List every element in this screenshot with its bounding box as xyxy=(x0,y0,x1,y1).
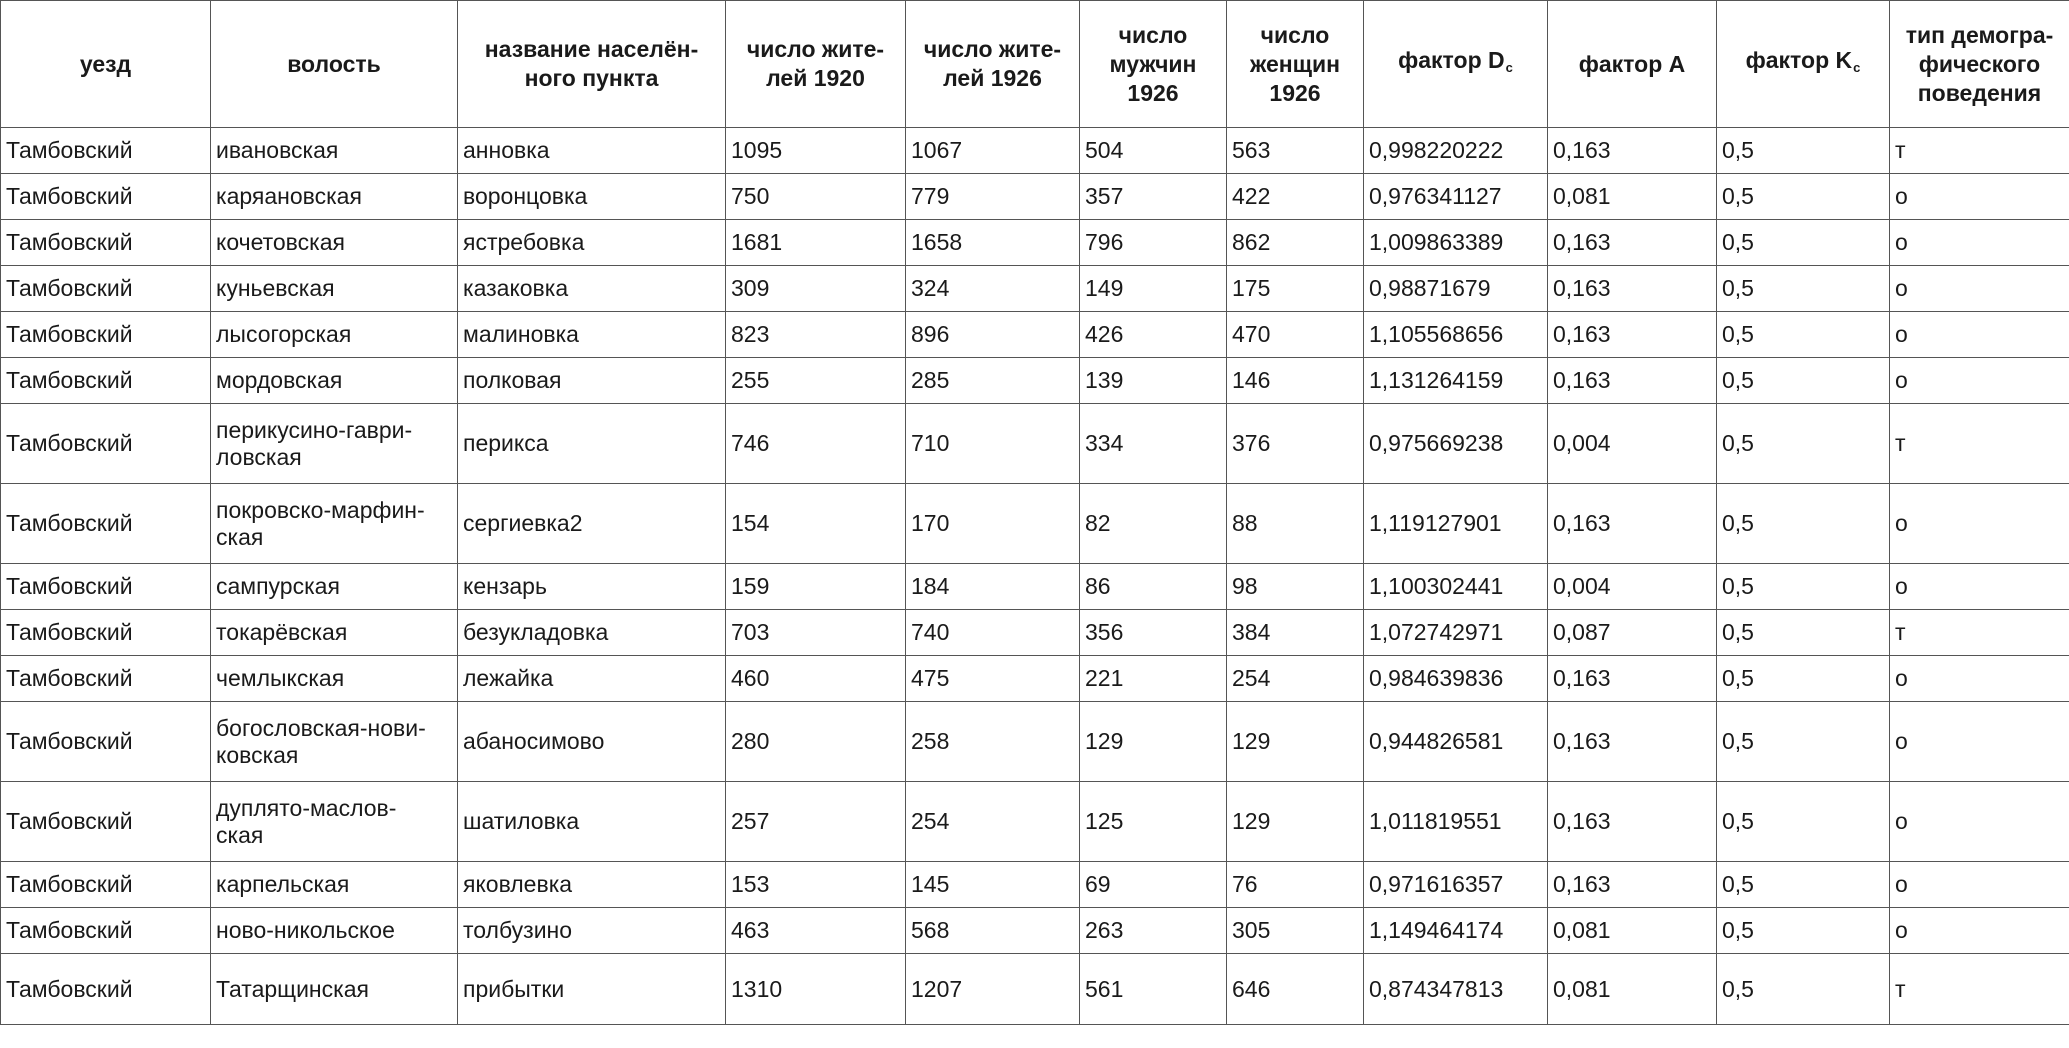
cell-uezd: Тамбовский xyxy=(1,610,211,656)
cell-factor-a: 0,163 xyxy=(1548,128,1717,174)
cell-uezd: Тамбовский xyxy=(1,266,211,312)
header-text-line: фактор A xyxy=(1578,50,1686,77)
cell-factor-dc: 1,149464174 xyxy=(1364,908,1548,954)
table-row xyxy=(1,564,2069,610)
cell-uezd: Тамбовский xyxy=(1,220,211,266)
cell-women-1926: 384 xyxy=(1227,610,1364,656)
cell-uezd: Тамбовский xyxy=(1,484,211,564)
cell-population-1926: 254 xyxy=(906,782,1080,862)
cell-population-1926: 779 xyxy=(906,174,1080,220)
cell-population-1920: 309 xyxy=(726,266,906,312)
cell-population-1926: 568 xyxy=(906,908,1080,954)
cell-uezd: Тамбовский xyxy=(1,908,211,954)
header-text-line: 1926 xyxy=(1127,79,1179,106)
table-row xyxy=(1,954,2069,1025)
cell-factor-a: 0,081 xyxy=(1548,908,1717,954)
cell-settlement: полковая xyxy=(458,358,726,404)
cell-women-1926: 88 xyxy=(1227,484,1364,564)
cell-factor-a: 0,163 xyxy=(1548,782,1717,862)
cell-population-1926: 258 xyxy=(906,702,1080,782)
cell-factor-kc: 0,5 xyxy=(1717,484,1890,564)
cell-population-1920: 460 xyxy=(726,656,906,702)
cell-women-1926: 376 xyxy=(1227,404,1364,484)
cell-factor-a: 0,163 xyxy=(1548,484,1717,564)
cell-settlement: лежайка xyxy=(458,656,726,702)
cell-volost xyxy=(211,862,458,908)
table-row xyxy=(1,266,2069,312)
cell-demographic-type: о xyxy=(1890,862,2069,908)
table-row xyxy=(1,862,2069,908)
header-text-line: число xyxy=(1260,21,1330,48)
cell-uezd: Тамбовский xyxy=(1,404,211,484)
cell-volost xyxy=(211,266,458,312)
cell-uezd: Тамбовский xyxy=(1,564,211,610)
header-text-line: число жите- xyxy=(923,36,1062,62)
cell-population-1926: 170 xyxy=(906,484,1080,564)
cell-women-1926: 305 xyxy=(1227,908,1364,954)
cell-volost xyxy=(211,404,458,484)
cell-men-1926: 356 xyxy=(1080,610,1227,656)
cell-women-1926: 129 xyxy=(1227,702,1364,782)
cell-text-line: Татарщинская xyxy=(216,975,369,1002)
cell-population-1920: 746 xyxy=(726,404,906,484)
cell-volost xyxy=(211,220,458,266)
cell-factor-a: 0,163 xyxy=(1548,358,1717,404)
cell-factor-a: 0,087 xyxy=(1548,610,1717,656)
header-factor-kc xyxy=(1717,1,1890,128)
cell-demographic-type: о xyxy=(1890,782,2069,862)
table-row xyxy=(1,174,2069,220)
cell-uezd: Тамбовский xyxy=(1,358,211,404)
cell-men-1926: 561 xyxy=(1080,954,1227,1025)
cell-factor-kc: 0,5 xyxy=(1717,954,1890,1025)
cell-text-line: покровско-марфин- xyxy=(216,496,425,523)
cell-settlement: малиновка xyxy=(458,312,726,358)
cell-volost xyxy=(211,358,458,404)
header-demographic-type xyxy=(1890,1,2069,128)
cell-factor-dc: 1,072742971 xyxy=(1364,610,1548,656)
cell-demographic-type: о xyxy=(1890,908,2069,954)
cell-women-1926: 76 xyxy=(1227,862,1364,908)
header-subscript: c xyxy=(1505,60,1513,75)
cell-population-1926: 1658 xyxy=(906,220,1080,266)
cell-settlement: анновка xyxy=(458,128,726,174)
cell-volost xyxy=(211,484,458,564)
cell-volost xyxy=(211,312,458,358)
cell-text-line: куньевская xyxy=(216,275,335,301)
cell-population-1926: 740 xyxy=(906,610,1080,656)
cell-factor-kc: 0,5 xyxy=(1717,656,1890,702)
cell-uezd: Тамбовский xyxy=(1,954,211,1025)
cell-demographic-type: о xyxy=(1890,312,2069,358)
cell-factor-kc: 0,5 xyxy=(1717,908,1890,954)
table-row xyxy=(1,220,2069,266)
cell-volost xyxy=(211,782,458,862)
cell-men-1926: 139 xyxy=(1080,358,1227,404)
cell-factor-dc: 0,976341127 xyxy=(1364,174,1548,220)
cell-settlement: толбузино xyxy=(458,908,726,954)
cell-factor-kc: 0,5 xyxy=(1717,128,1890,174)
header-uezd xyxy=(1,1,211,128)
header-text-line: название населён- xyxy=(484,36,699,62)
header-text-line: тип демогра- xyxy=(1905,21,2054,48)
cell-factor-dc: 0,874347813 xyxy=(1364,954,1548,1025)
cell-factor-a: 0,004 xyxy=(1548,564,1717,610)
cell-settlement: яковлевка xyxy=(458,862,726,908)
cell-factor-kc: 0,5 xyxy=(1717,702,1890,782)
cell-women-1926: 646 xyxy=(1227,954,1364,1025)
cell-men-1926: 149 xyxy=(1080,266,1227,312)
cell-factor-a: 0,163 xyxy=(1548,656,1717,702)
table-row xyxy=(1,782,2069,862)
cell-factor-dc: 1,131264159 xyxy=(1364,358,1548,404)
cell-text-line: дуплято-маслов- xyxy=(216,794,397,821)
cell-population-1920: 1681 xyxy=(726,220,906,266)
header-factor-dc xyxy=(1364,1,1548,128)
cell-women-1926: 98 xyxy=(1227,564,1364,610)
cell-population-1920: 1095 xyxy=(726,128,906,174)
cell-factor-dc: 1,009863389 xyxy=(1364,220,1548,266)
cell-factor-dc: 1,119127901 xyxy=(1364,484,1548,564)
table-row xyxy=(1,358,2069,404)
cell-population-1920: 750 xyxy=(726,174,906,220)
table-row xyxy=(1,484,2069,564)
header-text-line: поведения xyxy=(1917,79,2042,106)
cell-settlement: ястребовка xyxy=(458,220,726,266)
header-text-line: уезд xyxy=(79,50,132,77)
table-body xyxy=(1,128,2069,1025)
cell-factor-dc: 0,984639836 xyxy=(1364,656,1548,702)
table-row xyxy=(1,404,2069,484)
cell-men-1926: 504 xyxy=(1080,128,1227,174)
cell-text-line: ивановская xyxy=(216,137,339,163)
cell-men-1926: 86 xyxy=(1080,564,1227,610)
cell-population-1926: 1207 xyxy=(906,954,1080,1025)
cell-factor-dc: 0,975669238 xyxy=(1364,404,1548,484)
cell-demographic-type: т xyxy=(1890,954,2069,1025)
cell-factor-kc: 0,5 xyxy=(1717,220,1890,266)
cell-settlement: кензарь xyxy=(458,564,726,610)
table-row xyxy=(1,908,2069,954)
cell-population-1920: 255 xyxy=(726,358,906,404)
cell-demographic-type: о xyxy=(1890,656,2069,702)
cell-men-1926: 69 xyxy=(1080,862,1227,908)
cell-text-line: чемлыкская xyxy=(216,665,345,691)
header-text: фактор D xyxy=(1398,47,1505,73)
header-volost xyxy=(211,1,458,128)
cell-factor-kc: 0,5 xyxy=(1717,312,1890,358)
cell-men-1926: 221 xyxy=(1080,656,1227,702)
header-population-1920 xyxy=(726,1,906,128)
cell-factor-a: 0,163 xyxy=(1548,266,1717,312)
cell-population-1926: 324 xyxy=(906,266,1080,312)
header-text: фактор K xyxy=(1745,47,1853,73)
cell-text-line: каряановская xyxy=(216,183,362,209)
cell-factor-dc: 0,971616357 xyxy=(1364,862,1548,908)
cell-population-1920: 257 xyxy=(726,782,906,862)
cell-settlement: воронцовка xyxy=(458,174,726,220)
cell-factor-kc: 0,5 xyxy=(1717,564,1890,610)
cell-text-line: кочетовская xyxy=(216,229,345,255)
cell-women-1926: 129 xyxy=(1227,782,1364,862)
cell-population-1926: 710 xyxy=(906,404,1080,484)
cell-factor-kc: 0,5 xyxy=(1717,174,1890,220)
cell-women-1926: 254 xyxy=(1227,656,1364,702)
cell-volost xyxy=(211,610,458,656)
cell-text-line: ковская xyxy=(216,741,299,768)
cell-volost xyxy=(211,174,458,220)
cell-population-1920: 153 xyxy=(726,862,906,908)
cell-demographic-type: о xyxy=(1890,564,2069,610)
cell-population-1926: 1067 xyxy=(906,128,1080,174)
cell-uezd: Тамбовский xyxy=(1,702,211,782)
header-factor-a xyxy=(1548,1,1717,128)
cell-demographic-type: т xyxy=(1890,128,2069,174)
cell-text-line: ская xyxy=(216,523,264,550)
header-population-1926 xyxy=(906,1,1080,128)
header-text-line: число xyxy=(1118,21,1188,48)
cell-volost xyxy=(211,954,458,1025)
cell-text-line: ново-никольское xyxy=(216,917,395,943)
cell-demographic-type: т xyxy=(1890,610,2069,656)
cell-population-1920: 1310 xyxy=(726,954,906,1025)
cell-women-1926: 470 xyxy=(1227,312,1364,358)
cell-population-1926: 145 xyxy=(906,862,1080,908)
cell-text-line: ловская xyxy=(216,443,302,470)
cell-factor-kc: 0,5 xyxy=(1717,610,1890,656)
cell-women-1926: 146 xyxy=(1227,358,1364,404)
cell-text-line: лысогорская xyxy=(216,321,352,347)
cell-factor-a: 0,163 xyxy=(1548,312,1717,358)
cell-volost xyxy=(211,702,458,782)
header-text-line: 1926 xyxy=(1269,79,1321,106)
cell-volost xyxy=(211,564,458,610)
cell-men-1926: 125 xyxy=(1080,782,1227,862)
header-men-1926 xyxy=(1080,1,1227,128)
cell-factor-a: 0,081 xyxy=(1548,174,1717,220)
header-text-line: лей 1920 xyxy=(766,65,865,91)
header-subscript: c xyxy=(1853,60,1861,75)
cell-settlement: сергиевка2 xyxy=(458,484,726,564)
cell-men-1926: 426 xyxy=(1080,312,1227,358)
cell-women-1926: 862 xyxy=(1227,220,1364,266)
cell-uezd: Тамбовский xyxy=(1,782,211,862)
cell-population-1926: 896 xyxy=(906,312,1080,358)
header-text-line: число жите- xyxy=(746,36,885,62)
cell-women-1926: 563 xyxy=(1227,128,1364,174)
cell-uezd: Тамбовский xyxy=(1,862,211,908)
cell-men-1926: 334 xyxy=(1080,404,1227,484)
cell-text-line: токарёвская xyxy=(216,619,348,645)
cell-men-1926: 129 xyxy=(1080,702,1227,782)
cell-factor-a: 0,163 xyxy=(1548,220,1717,266)
cell-text-line: мордовская xyxy=(216,367,343,393)
cell-demographic-type: о xyxy=(1890,174,2069,220)
cell-men-1926: 263 xyxy=(1080,908,1227,954)
cell-women-1926: 422 xyxy=(1227,174,1364,220)
cell-settlement: прибытки xyxy=(458,954,726,1025)
cell-factor-dc: 0,944826581 xyxy=(1364,702,1548,782)
cell-text-line: карпельская xyxy=(216,871,350,897)
cell-uezd: Тамбовский xyxy=(1,312,211,358)
header-text-line: женщин xyxy=(1249,50,1341,77)
cell-volost xyxy=(211,908,458,954)
cell-demographic-type: о xyxy=(1890,702,2069,782)
header-text-line: фического xyxy=(1918,50,2041,77)
cell-population-1920: 280 xyxy=(726,702,906,782)
cell-women-1926: 175 xyxy=(1227,266,1364,312)
cell-factor-kc: 0,5 xyxy=(1717,404,1890,484)
cell-text-line: сампурская xyxy=(216,573,340,599)
cell-factor-kc: 0,5 xyxy=(1717,862,1890,908)
cell-factor-kc: 0,5 xyxy=(1717,266,1890,312)
table-row xyxy=(1,128,2069,174)
cell-population-1920: 823 xyxy=(726,312,906,358)
table-row xyxy=(1,312,2069,358)
cell-factor-dc: 0,98871679 xyxy=(1364,266,1548,312)
cell-text-line: перикусино-гаври- xyxy=(216,416,413,443)
header-text-line: мужчин xyxy=(1109,50,1197,77)
cell-factor-a: 0,081 xyxy=(1548,954,1717,1025)
header-text-line: лей 1926 xyxy=(943,65,1042,91)
cell-volost xyxy=(211,656,458,702)
cell-text-line: ская xyxy=(216,821,264,848)
cell-uezd: Тамбовский xyxy=(1,174,211,220)
cell-demographic-type: о xyxy=(1890,266,2069,312)
cell-men-1926: 796 xyxy=(1080,220,1227,266)
cell-population-1920: 703 xyxy=(726,610,906,656)
table-row xyxy=(1,702,2069,782)
cell-settlement: шатиловка xyxy=(458,782,726,862)
cell-factor-dc: 1,011819551 xyxy=(1364,782,1548,862)
cell-population-1926: 184 xyxy=(906,564,1080,610)
cell-factor-a: 0,004 xyxy=(1548,404,1717,484)
cell-population-1920: 159 xyxy=(726,564,906,610)
table-row xyxy=(1,610,2069,656)
cell-population-1926: 475 xyxy=(906,656,1080,702)
header-women-1926 xyxy=(1227,1,1364,128)
cell-demographic-type: т xyxy=(1890,404,2069,484)
header-text-line: ного пункта xyxy=(524,65,659,91)
cell-population-1920: 154 xyxy=(726,484,906,564)
cell-men-1926: 357 xyxy=(1080,174,1227,220)
cell-volost xyxy=(211,128,458,174)
cell-population-1926: 285 xyxy=(906,358,1080,404)
cell-factor-dc: 1,105568656 xyxy=(1364,312,1548,358)
cell-factor-a: 0,163 xyxy=(1548,862,1717,908)
cell-demographic-type: о xyxy=(1890,220,2069,266)
cell-demographic-type: о xyxy=(1890,484,2069,564)
cell-factor-kc: 0,5 xyxy=(1717,782,1890,862)
cell-text-line: богословская-нови- xyxy=(216,714,426,741)
cell-factor-dc: 0,998220222 xyxy=(1364,128,1548,174)
header-settlement xyxy=(458,1,726,128)
cell-uezd: Тамбовский xyxy=(1,128,211,174)
cell-settlement: безукладовка xyxy=(458,610,726,656)
cell-factor-a: 0,163 xyxy=(1548,702,1717,782)
cell-population-1920: 463 xyxy=(726,908,906,954)
cell-uezd: Тамбовский xyxy=(1,656,211,702)
cell-men-1926: 82 xyxy=(1080,484,1227,564)
cell-demographic-type: о xyxy=(1890,358,2069,404)
cell-settlement: перикса xyxy=(458,404,726,484)
header-text-line: волость xyxy=(287,50,381,77)
cell-factor-dc: 1,100302441 xyxy=(1364,564,1548,610)
table-row xyxy=(1,656,2069,702)
cell-settlement: казаковка xyxy=(458,266,726,312)
cell-factor-kc: 0,5 xyxy=(1717,358,1890,404)
header-row xyxy=(1,1,2069,128)
cell-settlement: абаносимово xyxy=(458,702,726,782)
